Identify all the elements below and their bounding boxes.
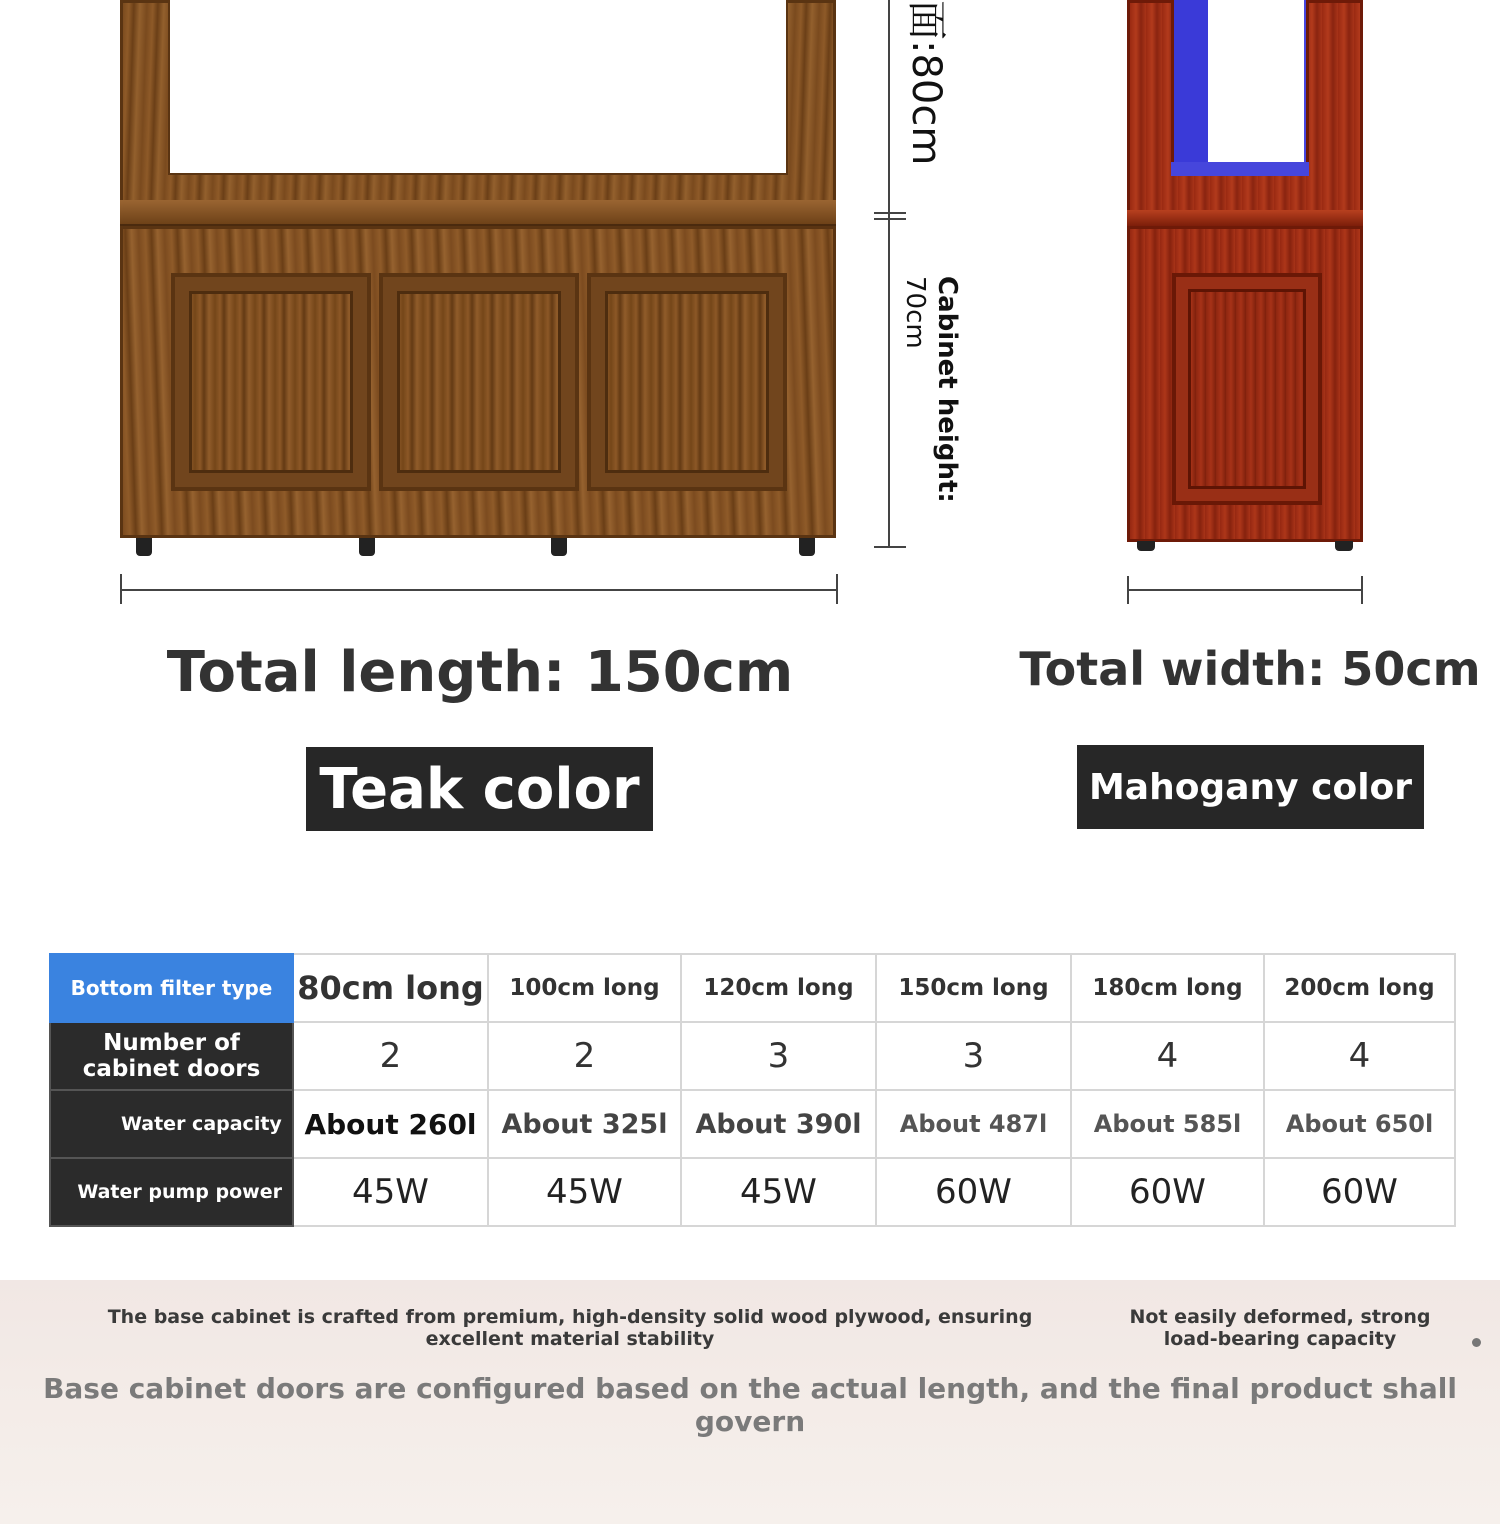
mahogany-cabinet-illustration [1127, 0, 1363, 548]
water-capacity-cell: About 325l [488, 1090, 681, 1158]
height-dimension-line [888, 0, 890, 548]
length-dimension-tick [120, 574, 122, 604]
teak-cabinet-rail [120, 200, 836, 226]
door-count-cell: 2 [488, 1022, 681, 1090]
mahogany-cabinet-foot [1335, 541, 1353, 551]
table-row [50, 1158, 1455, 1226]
width-dimension-line [1127, 589, 1363, 591]
total-height-label: 面:80cm [903, 0, 949, 166]
length-dimension-tick [836, 574, 838, 604]
total-width-caption: Total width: 50cm [1019, 642, 1481, 696]
pump-power-cell: 60W [876, 1158, 1071, 1226]
teak-color-badge: Teak color [306, 747, 653, 831]
water-capacity-cell: About 585l [1071, 1090, 1264, 1158]
pump-power-cell: 45W [293, 1158, 488, 1226]
teak-cabinet-door [171, 273, 371, 491]
teak-tank-glass [168, 0, 788, 175]
mahogany-cabinet-base [1127, 226, 1363, 542]
row-label-water-capacity: Water capacity [50, 1090, 293, 1158]
height-dimension-tick [874, 212, 906, 214]
total-length-caption: Total length: 150cm [166, 640, 794, 705]
water-capacity-cell: About 390l [681, 1090, 876, 1158]
pump-power-cell: 60W [1264, 1158, 1455, 1226]
mahogany-cabinet-foot [1137, 541, 1155, 551]
size-header: 150cm long [876, 954, 1071, 1022]
door-count-cell: 2 [293, 1022, 488, 1090]
size-header: 200cm long [1264, 954, 1455, 1022]
mahogany-cabinet-rail [1127, 210, 1363, 226]
door-count-cell: 4 [1264, 1022, 1455, 1090]
water-capacity-cell: About 650l [1264, 1090, 1455, 1158]
teak-cabinet-foot [551, 538, 567, 556]
teak-cabinet-door [379, 273, 579, 491]
table-row [50, 1090, 1455, 1158]
teak-cabinet-foot [359, 538, 375, 556]
pump-power-cell: 45W [488, 1158, 681, 1226]
door-configuration-disclaimer: Base cabinet doors are configured based on the actual length, and the final product shall govern [43, 1372, 1457, 1438]
height-dimension-tick [874, 218, 906, 220]
size-header: 100cm long [488, 954, 681, 1022]
size-header: 180cm long [1071, 954, 1264, 1022]
door-count-cell: 3 [876, 1022, 1071, 1090]
cabinet-height-value: 70cm [900, 276, 930, 349]
teak-cabinet-foot [136, 538, 152, 556]
pump-power-cell: 60W [1071, 1158, 1264, 1226]
door-count-cell: 3 [681, 1022, 876, 1090]
filter-type-header: Bottom filter type [50, 954, 293, 1022]
decorative-dot [1472, 1338, 1481, 1347]
cabinet-height-label: Cabinet height: [932, 276, 962, 503]
height-dimension-tick [874, 546, 906, 548]
row-label-pump-power: Water pump power [50, 1158, 293, 1226]
row-label-doors: Number of cabinet doors [50, 1022, 293, 1090]
spec-table [49, 953, 1456, 1227]
strength-note: Not easily deformed, strong load-bearing capacity [1129, 1306, 1431, 1350]
mahogany-tank-glass [1171, 0, 1309, 176]
teak-cabinet-foot [799, 538, 815, 556]
teak-cabinet-illustration [120, 0, 836, 545]
mahogany-tank-glass-edge [1171, 162, 1309, 176]
table-header-row [50, 954, 1455, 1022]
material-note: The base cabinet is crafted from premium, high-density solid wood plywood, ensuring excellent material stability [107, 1306, 1033, 1350]
size-header: 120cm long [681, 954, 876, 1022]
size-header: 80cm long [293, 954, 488, 1022]
table-row [50, 1022, 1455, 1090]
pump-power-cell: 45W [681, 1158, 876, 1226]
width-dimension-tick [1127, 576, 1129, 604]
water-capacity-cell: About 487l [876, 1090, 1071, 1158]
teak-cabinet-door [587, 273, 787, 491]
width-dimension-tick [1361, 576, 1363, 604]
water-capacity-cell: About 260l [293, 1090, 488, 1158]
door-count-cell: 4 [1071, 1022, 1264, 1090]
length-dimension-line [120, 589, 838, 591]
mahogany-cabinet-door [1172, 273, 1322, 505]
teak-cabinet-base [120, 226, 836, 538]
mahogany-color-badge: Mahogany color [1077, 745, 1424, 829]
